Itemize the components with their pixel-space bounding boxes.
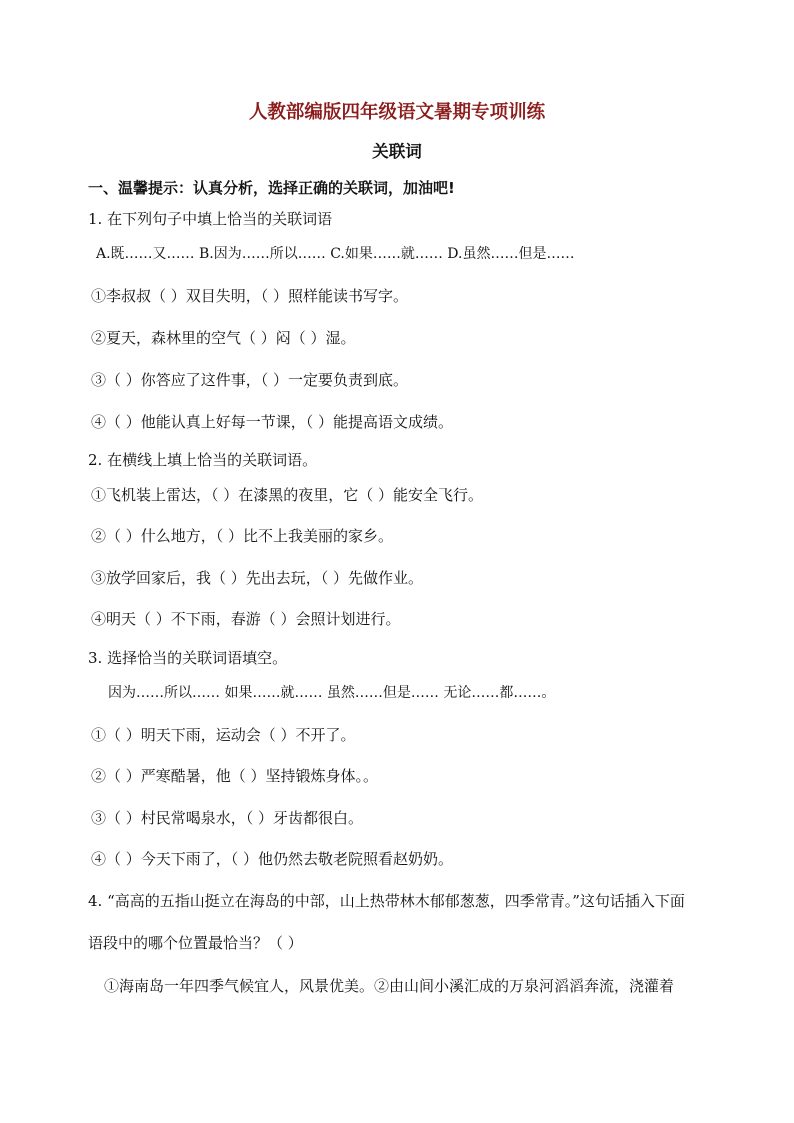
- question-1-item: ②夏天，森林里的空气（ ）闷（ ）湿。: [91, 329, 356, 347]
- question-2-stem: 2. 在横线上填上恰当的关联词语。: [88, 451, 318, 469]
- page-subtitle: 关联词: [372, 142, 422, 161]
- question-2-item: ①飞机装上雷达，（ ）在漆黑的夜里，它（ ）能安全飞行。: [91, 486, 484, 504]
- section-heading: 一、温馨提示：认真分析，选择正确的关联词，加油吧!: [88, 179, 455, 197]
- question-1-options: A.既……又…… B.因为……所以…… C.如果……就…… D.虽然……但是……: [96, 246, 575, 262]
- question-4-passage: ①海南岛一年四季气候宜人，风景优美。②由山间小溪汇成的万泉河滔滔奔流，浇灌着: [104, 977, 675, 995]
- question-1-item: ①李叔叔（ ）双目失明，（ ）照样能读书写字。: [91, 287, 409, 305]
- question-3-item: ③（ ）村民常喝泉水，（ ）牙齿都很白。: [91, 809, 364, 827]
- page-title: 人教部编版四年级语文暑期专项训练: [248, 102, 546, 123]
- question-1-item: ③（ ）你答应了这件事，（ ）一定要负责到底。: [91, 371, 409, 389]
- question-4-stem-continued: 语段中的哪个位置最恰当？（ ）: [88, 934, 303, 952]
- question-1-stem: 1. 在下列句子中填上恰当的关联词语: [88, 210, 333, 228]
- question-3-item: ②（ ）严寒酷暑，他（ ）坚持锻炼身体。。: [91, 767, 379, 785]
- question-4-stem: 4. “高高的五指山挺立在海岛的中部，山上热带林木郁郁葱葱，四季常青。”这句话插入下面: [88, 892, 685, 910]
- question-3-item: ①（ ）明天下雨，运动会（ ）不开了。: [91, 726, 356, 744]
- question-3-options: 因为……所以…… 如果……就…… 虽然……但是…… 无论……都……。: [108, 685, 556, 701]
- question-3-item: ④（ ）今天下雨了，（ ）他仍然去敬老院照看赵奶奶。: [91, 850, 454, 868]
- question-1-item: ④（ ）他能认真上好每一节课，（ ）能提高语文成绩。: [91, 413, 454, 431]
- question-2-item: ③放学回家后，我（ ）先出去玩，（ ）先做作业。: [91, 569, 424, 587]
- question-2-item: ②（ ）什么地方，（ ）比不上我美丽的家乡。: [91, 527, 394, 545]
- question-3-stem: 3. 选择恰当的关联词语填空。: [88, 649, 288, 667]
- question-2-item: ④明天（ ）不下雨，春游（ ）会照计划进行。: [91, 610, 401, 628]
